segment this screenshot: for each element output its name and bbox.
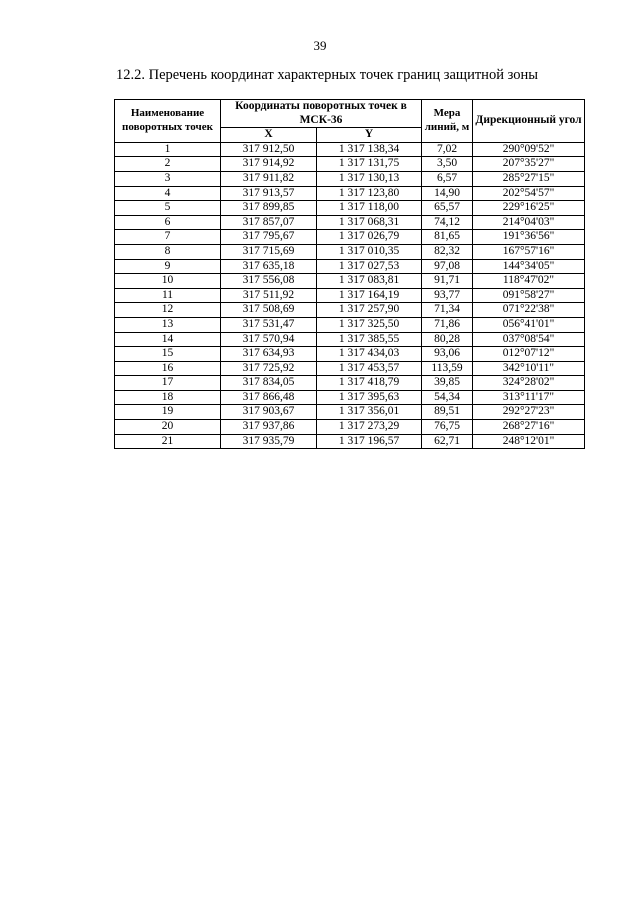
cell-x: 317 725,92 [221,361,317,376]
cell-angle: 313°11'17" [473,390,585,405]
cell-y: 1 317 453,57 [317,361,422,376]
page-number: 39 [313,38,327,53]
cell-angle: 285°27'15" [473,171,585,186]
cell-point: 12 [115,303,221,318]
cell-angle: 144°34'05" [473,259,585,274]
cell-length: 71,86 [422,317,473,332]
cell-x: 317 715,69 [221,244,317,259]
table-row [115,434,585,449]
cell-length: 93,06 [422,347,473,362]
cell-point: 14 [115,332,221,347]
section-heading: 12.2. Перечень координат характерных точек границ защитной зоны [116,67,538,83]
table-row [115,186,585,201]
cell-point: 21 [115,434,221,449]
cell-angle: 202°54'57" [473,186,585,201]
cell-y: 1 317 395,63 [317,390,422,405]
cell-x: 317 795,67 [221,230,317,245]
cell-point: 2 [115,157,221,172]
cell-length: 62,71 [422,434,473,449]
cell-y: 1 317 083,81 [317,274,422,289]
cell-x: 317 857,07 [221,215,317,230]
cell-point: 16 [115,361,221,376]
header-x: X [221,128,317,143]
cell-y: 1 317 356,01 [317,405,422,420]
cell-length: 6,57 [422,171,473,186]
cell-point: 18 [115,390,221,405]
cell-length: 80,28 [422,332,473,347]
cell-length: 97,08 [422,259,473,274]
header-coordinates: Координаты поворотных точек в МСК-36 [221,100,422,128]
cell-angle: 091°58'27" [473,288,585,303]
table-row [115,244,585,259]
cell-point: 8 [115,244,221,259]
cell-point: 15 [115,347,221,362]
cell-point: 5 [115,201,221,216]
cell-angle: 071°22'38" [473,303,585,318]
cell-point: 17 [115,376,221,391]
cell-length: 91,71 [422,274,473,289]
cell-angle: 118°47'02" [473,274,585,289]
cell-angle: 012°07'12" [473,347,585,362]
cell-y: 1 317 138,34 [317,142,422,157]
cell-y: 1 317 068,31 [317,215,422,230]
header-direction-angle: Дирекционный угол [473,100,585,143]
cell-y: 1 317 418,79 [317,376,422,391]
cell-x: 317 912,50 [221,142,317,157]
table-row [115,347,585,362]
cell-angle: 056°41'01" [473,317,585,332]
table-row [115,274,585,289]
table-row [115,332,585,347]
cell-angle: 207°35'27" [473,157,585,172]
table-row [115,215,585,230]
table-row [115,230,585,245]
cell-length: 81,65 [422,230,473,245]
cell-y: 1 317 131,75 [317,157,422,172]
cell-length: 93,77 [422,288,473,303]
cell-y: 1 317 325,50 [317,317,422,332]
table-row [115,259,585,274]
cell-length: 82,32 [422,244,473,259]
table-row [115,390,585,405]
cell-x: 317 899,85 [221,201,317,216]
cell-angle: 229°16'25" [473,201,585,216]
cell-x: 317 556,08 [221,274,317,289]
cell-length: 14,90 [422,186,473,201]
table-row [115,303,585,318]
cell-x: 317 913,57 [221,186,317,201]
table-row [115,361,585,376]
cell-point: 6 [115,215,221,230]
table-body [115,142,585,448]
cell-y: 1 317 196,57 [317,434,422,449]
cell-point: 9 [115,259,221,274]
table-row [115,157,585,172]
coordinates-table [114,99,585,449]
cell-angle: 290°09'52" [473,142,585,157]
cell-x: 317 866,48 [221,390,317,405]
cell-x: 317 635,18 [221,259,317,274]
cell-x: 317 570,94 [221,332,317,347]
cell-point: 3 [115,171,221,186]
cell-x: 317 903,67 [221,405,317,420]
cell-point: 1 [115,142,221,157]
cell-y: 1 317 434,03 [317,347,422,362]
cell-x: 317 935,79 [221,434,317,449]
cell-length: 3,50 [422,157,473,172]
cell-x: 317 634,93 [221,347,317,362]
cell-y: 1 317 123,80 [317,186,422,201]
cell-point: 10 [115,274,221,289]
table-row [115,171,585,186]
cell-y: 1 317 130,13 [317,171,422,186]
cell-length: 54,34 [422,390,473,405]
cell-length: 89,51 [422,405,473,420]
table-row [115,405,585,420]
cell-angle: 191°36'56" [473,230,585,245]
table-row [115,317,585,332]
cell-length: 39,85 [422,376,473,391]
cell-angle: 324°28'02" [473,376,585,391]
cell-angle: 292°27'23" [473,405,585,420]
header-line-length: Мера линий, м [422,100,473,143]
cell-y: 1 317 010,35 [317,244,422,259]
cell-length: 113,59 [422,361,473,376]
cell-x: 317 937,86 [221,420,317,435]
cell-angle: 268°27'16" [473,420,585,435]
cell-y: 1 317 027,53 [317,259,422,274]
cell-angle: 248°12'01" [473,434,585,449]
cell-point: 11 [115,288,221,303]
table-row [115,288,585,303]
cell-x: 317 531,47 [221,317,317,332]
cell-point: 13 [115,317,221,332]
cell-point: 20 [115,420,221,435]
cell-point: 7 [115,230,221,245]
cell-point: 4 [115,186,221,201]
cell-length: 65,57 [422,201,473,216]
table-row [115,376,585,391]
cell-x: 317 834,05 [221,376,317,391]
table-row [115,201,585,216]
cell-y: 1 317 385,55 [317,332,422,347]
cell-length: 74,12 [422,215,473,230]
cell-y: 1 317 164,19 [317,288,422,303]
table-row [115,142,585,157]
cell-angle: 167°57'16" [473,244,585,259]
cell-length: 76,75 [422,420,473,435]
cell-length: 71,34 [422,303,473,318]
table-row [115,420,585,435]
cell-point: 19 [115,405,221,420]
cell-angle: 214°04'03" [473,215,585,230]
cell-x: 317 508,69 [221,303,317,318]
cell-y: 1 317 118,00 [317,201,422,216]
cell-angle: 037°08'54" [473,332,585,347]
cell-angle: 342°10'11" [473,361,585,376]
cell-x: 317 911,82 [221,171,317,186]
cell-y: 1 317 273,29 [317,420,422,435]
cell-y: 1 317 257,90 [317,303,422,318]
cell-y: 1 317 026,79 [317,230,422,245]
cell-x: 317 914,92 [221,157,317,172]
header-point-name: Наименование поворотных точек [115,100,221,143]
header-y: Y [317,128,422,143]
cell-x: 317 511,92 [221,288,317,303]
cell-length: 7,02 [422,142,473,157]
